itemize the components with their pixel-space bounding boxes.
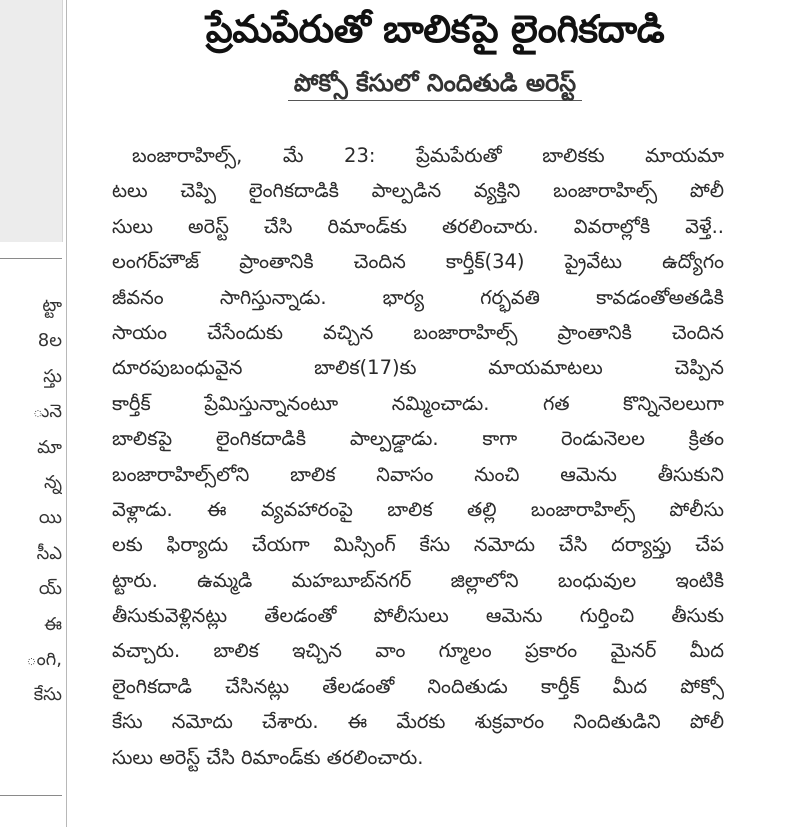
- left-column-fragment: మా: [37, 436, 62, 458]
- column-separator: [66, 0, 67, 827]
- left-column-fragment: ంగి,: [26, 648, 62, 670]
- article-line: లకు ఫిర్యాదు చేయగా మిస్సింగ్ కేసు నమోదు చేసి దర్యాప్తు చేప: [112, 533, 724, 557]
- article-line: జీవనం సాగిస్తున్నాడు. భార్య గర్భవతి కావడంతోఅతడికి: [112, 285, 724, 309]
- left-column-fragment: న్న: [44, 471, 62, 493]
- left-column-gray-panel: [0, 0, 63, 242]
- left-column-fragment: ఈ: [44, 613, 62, 635]
- article-body: [112, 138, 724, 775]
- article-line: దూరపుబంధువైన బాలిక(17)కు మాయమాటలు చెప్పిన: [112, 356, 724, 380]
- left-column-divider-bottom: [0, 795, 62, 796]
- article-line: బంజారాహిల్స్‌లోని బాలిక నివాసం నుంచి ఆమెను తీసుకుని: [112, 462, 724, 486]
- article-line: బంజారాహిల్స్, మే 23: ప్రేమపేరుతో బాలికకు మాయమా: [132, 144, 724, 167]
- left-column-fragment: య్: [38, 578, 62, 600]
- article-headline: ప్రేమపేరుతో బాలికపై లైంగికదాడి: [205, 7, 665, 51]
- article-line: వెళ్లాడు. ఈ వ్యవహారంపై బాలిక తల్లి బంజారాహిల్స్ పోలీసు: [112, 497, 724, 521]
- article-line: సులు అరెస్ట్ చేసి రిమాండ్‌కు తరలించారు.: [112, 745, 424, 769]
- article-line: కార్తీక్ ప్రేమిస్తున్నానంటూ నమ్మించాడు. గత కొన్నినెలలుగా: [112, 391, 724, 415]
- left-column-fragment: స్తు: [43, 365, 62, 387]
- article-line: వచ్చారు. బాలిక ఇచ్చిన వాం గ్మూలం ప్రకారం మైనర్ మీద: [112, 639, 724, 663]
- article-line: సులు అరెస్ట్ చేసి రిమాండ్‌కు తరలించారు. వివరాల్లోకి వెళ్తే..: [112, 214, 724, 238]
- left-column-fragment: కేసు: [33, 684, 62, 706]
- left-column-fragment: ునె: [32, 401, 62, 423]
- article-line: లంగర్‌హౌజ్ ప్రాంతానికి చెందిన కార్తీక్(34) ప్రైవేటు ఉద్యోగం: [112, 250, 724, 274]
- article-line: ట్టారు. ఉమ్మడి మహబూబ్‌నగర్ జిల్లాలోని బంధువుల ఇంటికి: [112, 568, 724, 592]
- article-line: బాలికపై లైంగికదాడికి పాల్పడ్డాడు. కాగా రెండునెలల క్రితం: [112, 427, 724, 451]
- left-column-fragment: ట్టా: [42, 295, 62, 316]
- left-column-divider-top: [0, 258, 62, 259]
- article-line: తీసుకువెళ్లినట్లు తేలడంతో పోలీసులు ఆమెను గుర్తించి తీసుకు: [112, 604, 724, 628]
- article-line: సాయం చేసేందుకు వచ్చిన బంజారాహిల్స్ ప్రాంతానికి చెందిన: [112, 320, 724, 344]
- article-line: లైంగికదాడి చేసినట్లు తేలడంతో నిందితుడు కార్తీక్ మీద పోక్సో: [112, 674, 724, 698]
- left-column-fragment: సీఎ: [36, 542, 62, 564]
- article-line: టలు చెప్పి లైంగికదాడికి పాల్పడిన వ్యక్తిని బంజారాహిల్స్ పోలీ: [112, 179, 724, 203]
- article-line: కేసు నమోదు చేశారు. ఈ మేరకు శుక్రవారం నిందితుడిని పోలీ: [112, 710, 724, 734]
- left-column-fragment: యి: [38, 507, 62, 529]
- article-subheadline: [110, 64, 760, 102]
- left-column-text: [0, 288, 62, 713]
- subheadline-text: పోక్సో కేసులో నిందితుడి అరెస్ట్: [288, 69, 582, 101]
- left-column-fragment: 8ల: [37, 330, 62, 352]
